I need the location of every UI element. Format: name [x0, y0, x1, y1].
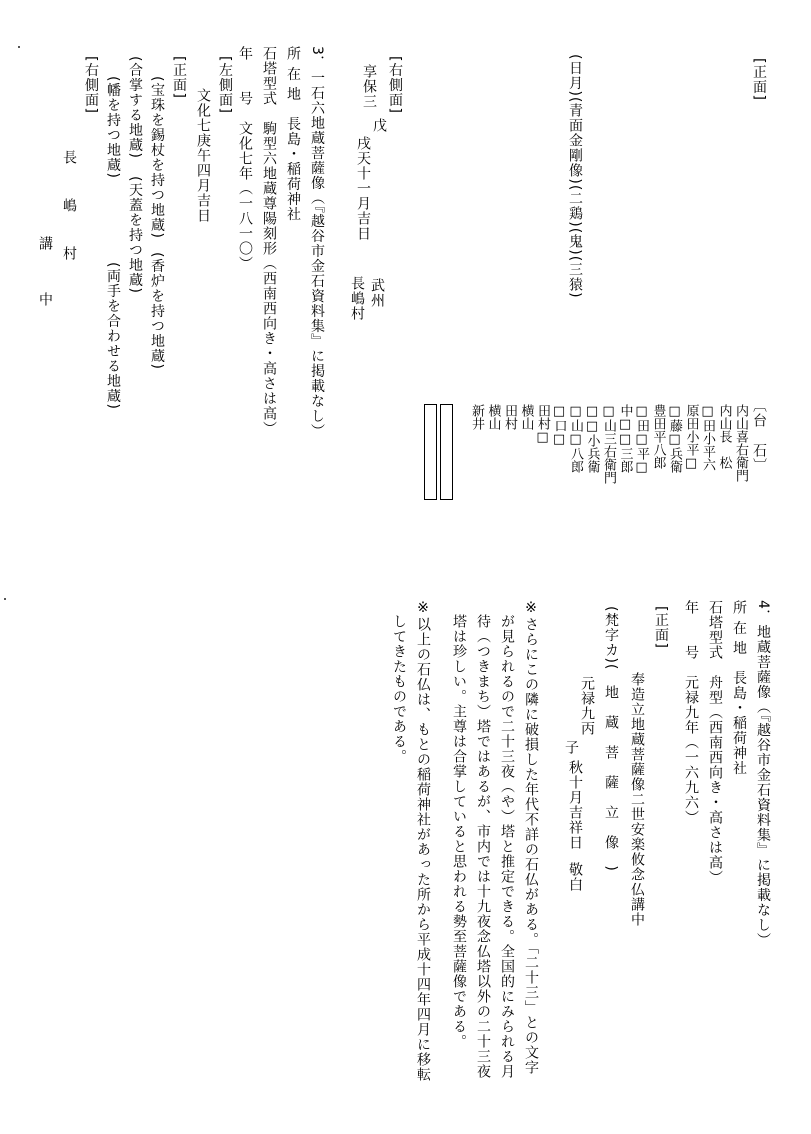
empty-name-box — [440, 404, 453, 500]
front-label-1: [正面] — [751, 58, 767, 101]
daishi-name: 中□□三郎 — [617, 404, 633, 473]
item4-title: 4．地蔵菩薩像（『越谷市金石資料集』に掲載なし） — [755, 600, 771, 948]
daishi-name: □□小兵衛 — [584, 404, 600, 473]
item3-low-b: (両手を合わせる地蔵) — [105, 262, 121, 410]
note-2a: ※以上の石仏は、もとの稲荷神社があった所から平成十四年四月に移転 — [415, 600, 431, 1082]
daishi-name: □口□ — [551, 404, 567, 447]
empty-name-box — [424, 404, 437, 500]
note-1b: が見られるので二十三夜（や）塔と推定できる。全国的にみられる月 — [499, 614, 515, 1079]
item3-mid-a: (合掌する地蔵) — [127, 56, 143, 159]
item4-inscription-1: 奉造立地蔵菩薩像二世安楽攸念仏講中 — [629, 672, 645, 927]
item3-rs-line-a2: 戌天十一月吉日 — [355, 136, 371, 241]
item3-right-side-label: [右側面] — [387, 56, 403, 114]
item4-location: 所 在 地 長島・稲荷神社 — [731, 600, 747, 776]
item3-location: 所 在 地 長島・稲荷神社 — [285, 46, 301, 222]
note-1c: 待（つきまち）塔ではあるが、市内では十九夜念仏塔以外の二十三夜 — [475, 614, 491, 1079]
item3-rs-line-c: 長嶋村 — [349, 276, 365, 321]
item3-left-side-label: [左側面] — [217, 56, 233, 114]
item3-kochu: 講 中 — [37, 236, 53, 320]
daishi-name: □田小平六 — [700, 404, 715, 471]
item3-front-b: (香炉を持つ地蔵) — [149, 252, 165, 370]
daishi-name: 横山 — [518, 404, 534, 430]
item4-inscription-2: (梵字カ)( 地 蔵 菩 薩 立 像 ) — [603, 606, 619, 872]
item3-rs-line-b: 武州 — [369, 278, 385, 308]
item3-rs-line-a: 享保三 — [361, 64, 377, 109]
daishi-name: 田村 — [502, 404, 517, 430]
item4-type: 石塔型式 舟型（西南西向き・高さは高） — [707, 600, 723, 885]
note-1a: ※さらにこの隣に破損した年代不詳の石仏がある。「二十三」との文字 — [523, 600, 539, 1075]
item3-year: 年 号 文化七年（一八一〇） — [237, 46, 253, 271]
daishi-name: 新井 — [469, 404, 484, 430]
daishi-label: 〔台 石〕 — [751, 398, 767, 473]
item4-front-label: [正面] — [653, 606, 669, 649]
item3-mid-b: (天蓋を持つ地蔵) — [127, 176, 143, 294]
note-1d: 塔は珍しい。主尊は合掌していると思われる勢至菩薩像である。 — [451, 614, 467, 1049]
daishi-name: 内山喜右衛門 — [733, 404, 748, 482]
item3-type: 石塔型式 駒型六地蔵尊陽刻形（西南西向き・高さは高） — [261, 46, 277, 436]
item3-front-label: [正面] — [171, 56, 187, 99]
daishi-name: □山□八郎 — [568, 404, 583, 473]
item4-inscription-3c: 秋十月吉祥日 — [567, 760, 583, 850]
item3-title: 3．一石六地蔵菩薩像（『越谷市金石資料集』に掲載なし） — [309, 46, 325, 439]
note-2b: してきたものである。 — [391, 614, 407, 764]
item4-inscription-3d: 敬白 — [567, 862, 583, 892]
item4-inscription-3a: 元禄九丙 — [579, 676, 595, 736]
item3-village: 長 嶋 村 — [61, 150, 77, 270]
item3-rs-line-a-sub: 戊 — [371, 118, 387, 133]
item3-left-side-text: 文化七庚午四月吉日 — [195, 88, 211, 223]
item3-low-a: (幡を持つ地蔵) — [105, 76, 121, 179]
daishi-name: □田□平□ — [634, 404, 649, 475]
item3-front-a: (宝珠を錫杖を持つ地蔵) — [149, 76, 165, 239]
daishi-name: 原田小平□ — [683, 404, 699, 471]
daishi-name: 豊田平八郎 — [650, 404, 666, 469]
item3-right-side-label-2: [右側面] — [83, 56, 99, 114]
daishi-name: □藤□兵衛 — [667, 404, 682, 473]
scan-speck — [18, 46, 20, 48]
daishi-name: 田村□ — [535, 404, 550, 445]
scan-speck — [4, 598, 6, 600]
daishi-name: 横山 — [485, 404, 501, 430]
carving-description: (日月)(青面金剛像)(二鶏)(鬼)(三猿) — [567, 54, 583, 299]
daishi-name: □山三右衛門 — [601, 404, 616, 484]
item4-inscription-3b: 子 — [563, 740, 579, 755]
daishi-name: 内山長 松 — [716, 404, 732, 469]
item4-year: 年 号 元禄九年（一六九六） — [683, 600, 699, 825]
